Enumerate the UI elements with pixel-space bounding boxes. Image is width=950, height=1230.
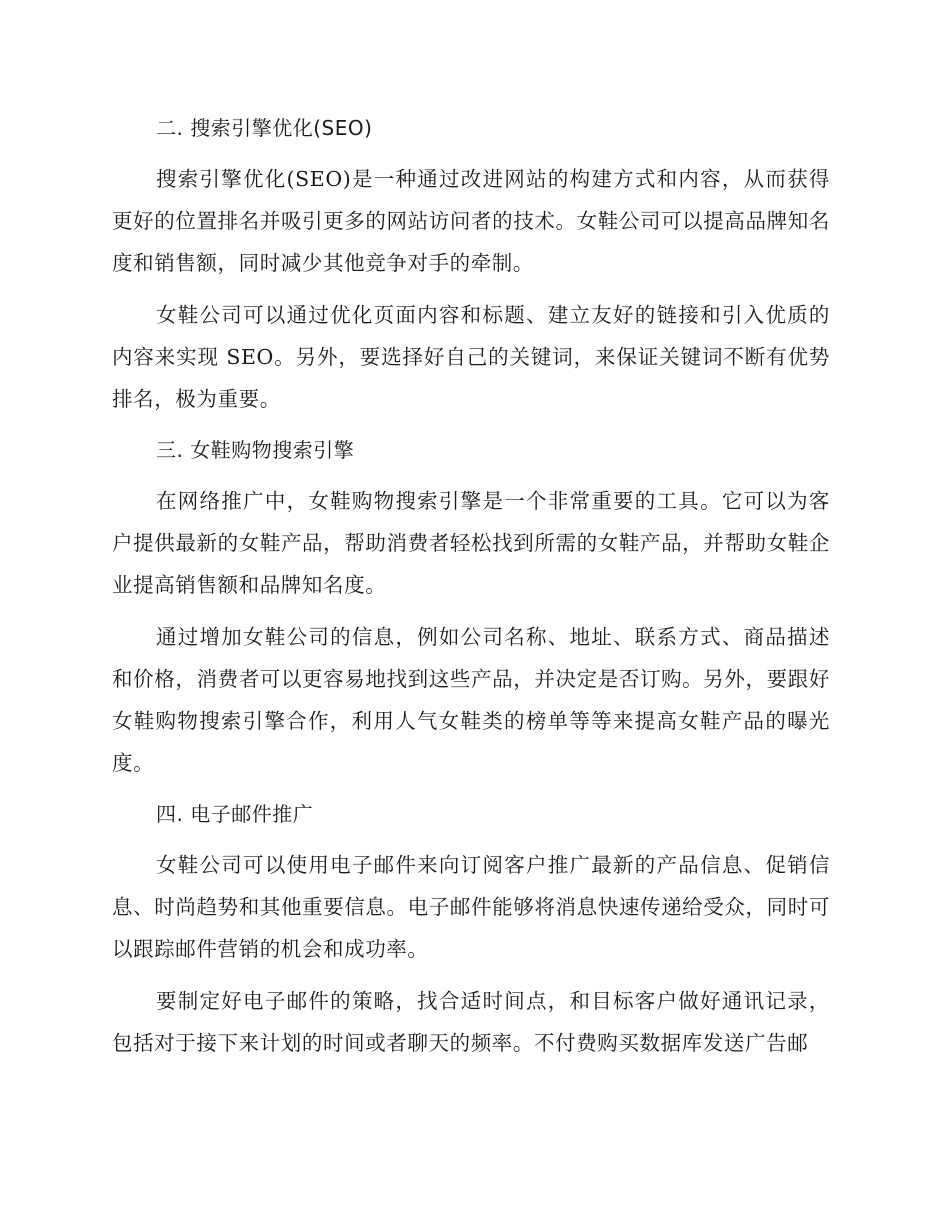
paragraph-shopping-search-methods: 通过增加女鞋公司的信息，例如公司名称、地址、联系方式、商品描述和价格，消费者可以更容易地找到这些产品，并决定是否订购。另外，要跟好女鞋购物搜索引擎合作，利用人气女鞋类的榜单等等来提高女鞋产品的曝光度。	[112, 625, 830, 775]
document-page	[112, 108, 830, 1074]
section-heading-shopping-search: 三. 女鞋购物搜索引擎	[156, 438, 355, 462]
paragraph-seo-definition: 搜索引擎优化(SEO)是一种通过改进网站的构建方式和内容，从而获得更好的位置排名并吸引更多的网站访问者的技术。女鞋公司可以提高品牌知名度和销售额，同时减少其他竞争对手的牵制。	[112, 167, 830, 275]
section-heading-email: 四. 电子邮件推广	[156, 802, 314, 826]
paragraph-email-strategy: 要制定好电子邮件的策略，找合适时间点，和目标客户做好通讯记录，包括对于接下来计划的时间或者聊天的频率。不付费购买数据库发送广告邮	[112, 989, 830, 1055]
paragraph-shopping-search-intro: 在网络推广中，女鞋购物搜索引擎是一个非常重要的工具。它可以为客户提供最新的女鞋产品，帮助消费者轻松找到所需的女鞋产品，并帮助女鞋企业提高销售额和品牌知名度。	[112, 489, 830, 597]
section-heading-seo: 二. 搜索引擎优化(SEO)	[156, 116, 373, 140]
paragraph-email-intro: 女鞋公司可以使用电子邮件来向订阅客户推广最新的产品信息、促销信息、时尚趋势和其他重要信息。电子邮件能够将消息快速传递给受众，同时可以跟踪邮件营销的机会和成功率。	[112, 853, 830, 961]
paragraph-seo-methods: 女鞋公司可以通过优化页面内容和标题、建立友好的链接和引入优质的内容来实现 SEO。另外，要选择好自己的关键词，来保证关键词不断有优势排名，极为重要。	[112, 303, 830, 411]
